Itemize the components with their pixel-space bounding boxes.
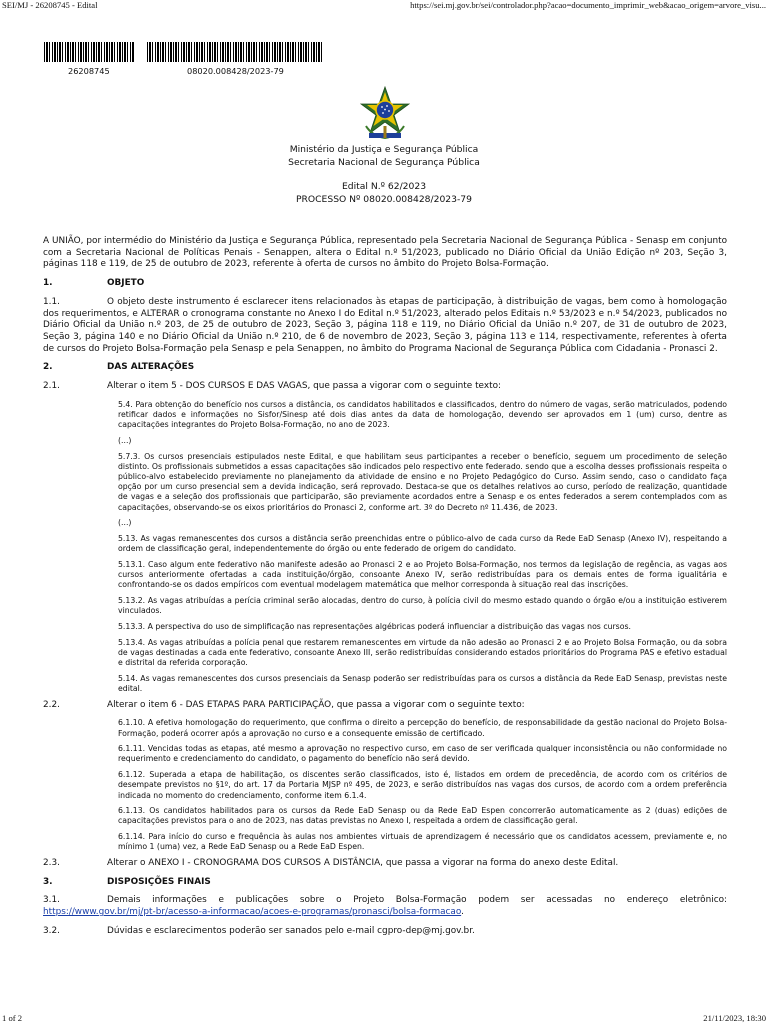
print-header	[0, 0, 768, 12]
document-number: 26208745	[68, 66, 110, 76]
quote-paragraph: 6.1.12. Superada a etapa de habilitação, os discentes serão classificados, isto é, listados em ordem de precedência, de acordo com os critérios de desempate previstos no §1º, do art. 17 da Portaria MJSP nº 495, de 2023, e serão distribuídos nas vagas dos cursos, de acordo com a ordem preferência indicada no momento do credenciamento, conforme item 6.1.4.	[118, 770, 727, 800]
quote-paragraph: 5.13.4. As vagas atribuídas a polícia penal que restarem remanescentes em virtude da não adesão ao Pronasci 2 e ao Projeto Bolsa Formação, ou da sobra de vagas destinadas a cada ente federativo, consoante Anexo III, serão redistribuídas considerando estados prioritários do Programa PAS e efetivo estadual e distrital da referida corporação.	[118, 637, 727, 667]
quote-paragraph: 5.13.1. Caso algum ente federativo não manifeste adesão ao Pronasci 2 e ao Projeto Bolsa-Formação, nos termos da legislação de regência, as vagas aos cursos anteriormente ofertadas a cada instituição/órgão, consoante Anexo IV, serão redistribuídas para os demais entes de forma igualitária e confrontando-se os dados empíricos com eventual modelagem matemática que melhor corresponda à situação real das inscrições.	[118, 559, 727, 590]
document-heading	[0, 144, 768, 206]
quote-paragraph: 5.13.2. As vagas atribuídas a perícia criminal serão alocadas, dentro do curso, à polícia civil do mesmo estado quando o órgão e/ou a instituição estiverem vinculados.	[118, 595, 727, 616]
quote-paragraph: 5.14. As vagas remanescentes dos cursos presenciais da Senasp poderão ser redistribuídas para os cursos a distância da Rede EaD Senasp, previstas neste edital.	[118, 673, 727, 693]
quote-item-6	[118, 718, 727, 852]
quote-paragraph: (...)	[118, 435, 132, 445]
quote-paragraph: 5.13.3. A perspectiva do uso de simplificação nas representações algébricas poderá influenciar a distribuição das vagas nos cursos.	[118, 621, 631, 631]
quote-paragraph: 6.1.14. Para início do curso e frequência às aulas nos ambientes virtuais de aprendizagem é necessário que os candidatos acessem, previamente e, no mínimo 1 (uma) vez, a Rede EaD Senasp ou a Rede EaD Espen.	[118, 832, 727, 852]
quote-paragraph: (...)	[118, 518, 132, 528]
barcode-bars	[44, 42, 134, 62]
process-number: 08020.008428/2023-79	[187, 66, 284, 76]
item-2-1: 2.1. Alterar o item 5 - DOS CURSOS E DAS VAGAS, que passa a vigorar com o seguinte texto:	[43, 381, 502, 392]
bolsa-formacao-link[interactable]: https://www.gov.br/mj/pt-br/acesso-a-informacao/acoes-e-programas/pronasci/bolsa-formacao	[43, 907, 462, 918]
edital-number: Edital N.º 62/2023	[341, 181, 427, 193]
document-body	[43, 236, 727, 945]
process-title: PROCESSO Nº 08020.008428/2023-79	[295, 193, 473, 205]
document-barcode	[44, 42, 134, 76]
quote-item-5	[118, 400, 727, 694]
coat-of-arms-icon	[360, 86, 410, 142]
section-3-heading: 3. DISPOSIÇÕES FINAIS	[43, 876, 211, 887]
quote-paragraph: 6.1.10. A efetiva homologação do requerimento, que confirma o direito a percepção do benefício, de responsabilidade da gestão nacional do Projeto Bolsa-Formação, poderá ocorrer após a aprovação no curso e a consequente emissão de certificado.	[118, 718, 727, 738]
secretariat-name: Secretaria Nacional de Segurança Pública	[288, 156, 480, 168]
quote-paragraph: 5.4. Para obtenção do benefício nos cursos a distância, os candidatos habilitados e classificados, dentro do número de vagas, serão matriculados, podendo retificar dados e informações no Sisfor/Sinesp até dois dias antes da data de homologação, devendo ser aprovados em 1 (um) curso, dentre as capacitações integrantes do Projeto Bolsa-Formação, no ano de 2023.	[118, 399, 727, 430]
item-3-1: 3.1. Demais informações e publicações sobre o Projeto Bolsa-Formação podem ser acessadas no endereço eletrônico: https://www.gov.br/mj/pt-br/acesso-a-informacao/acoes-e-programas/pronasci/bolsa-formacao.	[43, 895, 727, 918]
quote-paragraph: 5.7.3. Os cursos presenciais estipulados neste Edital, e que habilitam seus participantes a receber o benefício, seguem um procedimento de seleção distinto. Os profissionais submetidos a essas capacitações são indicados pelo respectivo ente federado. sendo que a escolha desses profissionais respeita o público-alvo estabelecido previamente no planejamento da atividade de ensino e no Projeto Pedagógico do Curso. Assim sendo, caso o candidato faça opção por um curso presencial sem a devida indicação, será reprovado. Destaca-se que os detalhes relativos ao curso, período de realização, quantidade de vagas e a seleção dos profissionais que participarão, são previamente acordados entre a Senasp e os entes federados a serem contemplados com as capacitações, observando-se os eixos prioritários do Pronasci 2, conforme art. 3º do Decreto nº 11.436, de 2023.	[118, 451, 727, 512]
quote-paragraph: 5.13. As vagas remanescentes dos cursos a distância serão preenchidas entre o público-alvo de cada curso da Rede EaD Senasp (Anexo IV), respeitando a ordem de classificação geral, independentemente do órgão ou ente federado de origem do candidato.	[118, 533, 727, 554]
quote-paragraph: 6.1.13. Os candidatos habilitados para os cursos da Rede EaD Senasp ou da Rede EaD Espen concorrerão automaticamente as 2 (duas) edições de capacitações previstos para o ano de 2023, nas datas previstas no Anexo I, respeitada a ordem de classificação geral.	[118, 806, 727, 826]
print-url: https://sei.mj.gov.br/sei/controlador.php?acao=documento_imprimir_web&acao_origem=arvore_visu...	[410, 0, 766, 10]
page-indicator: 1 of 2	[2, 1013, 23, 1023]
item-1-1: 1.1. O objeto deste instrumento é esclarecer itens relacionados às etapas de participação, à distribuição de vagas, bem como à homologação dos requerimentos, e ALTERAR o cronograma constante no Anexo I do Edital n.º 51/2023, alterado pelos Editais n.º 53/2023 e n.º 54/2023, publicados no Diário Oficial da União n.º 203, de 25 de outubro de 2023, Seção 3, página 118 e 119, no Diário Oficial da União n.º 207, de 31 de outubro de 2023, Seção 3, página 140 e no Diário Oficial da União n.º 210, de 6 de novembro de 2023, Seção 3, página 113 e 114, respectivamente, referentes à oferta de cursos do Projeto Bolsa-Formação pela Senasp e pela Senappen, no âmbito do Programa Nacional de Segurança Pública com Cidadania - Pronasci 2.	[43, 296, 727, 354]
barcode-bars	[147, 42, 322, 62]
intro-paragraph: A UNIÃO, por intermédio do Ministério da Justiça e Segurança Pública, representado pela Secretaria Nacional de Segurança Pública - Senasp em conjunto com a Secretaria Nacional de Políticas Penais - Senappen, altera o Edital n.º 51/2023, publicado no Diário Oficial da União Edição nº 203, Seção 3, páginas 118 e 119, de 25 de outubro de 2023, referente à oferta de cursos no âmbito do Projeto Bolsa-Formação.	[43, 236, 727, 270]
barcodes	[44, 42, 344, 78]
print-datetime: 21/11/2023, 18:30	[703, 1013, 766, 1023]
print-footer	[0, 1012, 768, 1024]
section-2-heading: 2. DAS ALTERAÇÕES	[43, 362, 195, 373]
item-2-3: 2.3. Alterar o ANEXO I - CRONOGRAMA DOS CURSOS A DISTÂNCIA, que passa a vigorar na forma do anexo deste Edital.	[43, 858, 619, 869]
print-title: SEI/MJ - 26208745 - Edital	[2, 0, 98, 10]
item-3-2: 3.2. Dúvidas e esclarecimentos poderão ser sanados pelo e-mail cgpro-dep@mj.gov.br.	[43, 925, 475, 936]
ministry-name: Ministério da Justiça e Segurança Pública	[289, 144, 479, 155]
process-barcode	[147, 42, 322, 76]
section-1-heading: 1. OBJETO	[43, 278, 145, 289]
quote-paragraph: 6.1.11. Vencidas todas as etapas, até mesmo a aprovação no respectivo curso, em caso de ser verificada qualquer inconsistência ou não conformidade no requerimento e credenciamento do candidato, o pagamento do benefício não será devido.	[118, 744, 727, 764]
item-2-2: 2.2. Alterar o item 6 - DAS ETAPAS PARA PARTICIPAÇÃO, que passa a vigorar com o seguinte texto:	[43, 699, 525, 710]
